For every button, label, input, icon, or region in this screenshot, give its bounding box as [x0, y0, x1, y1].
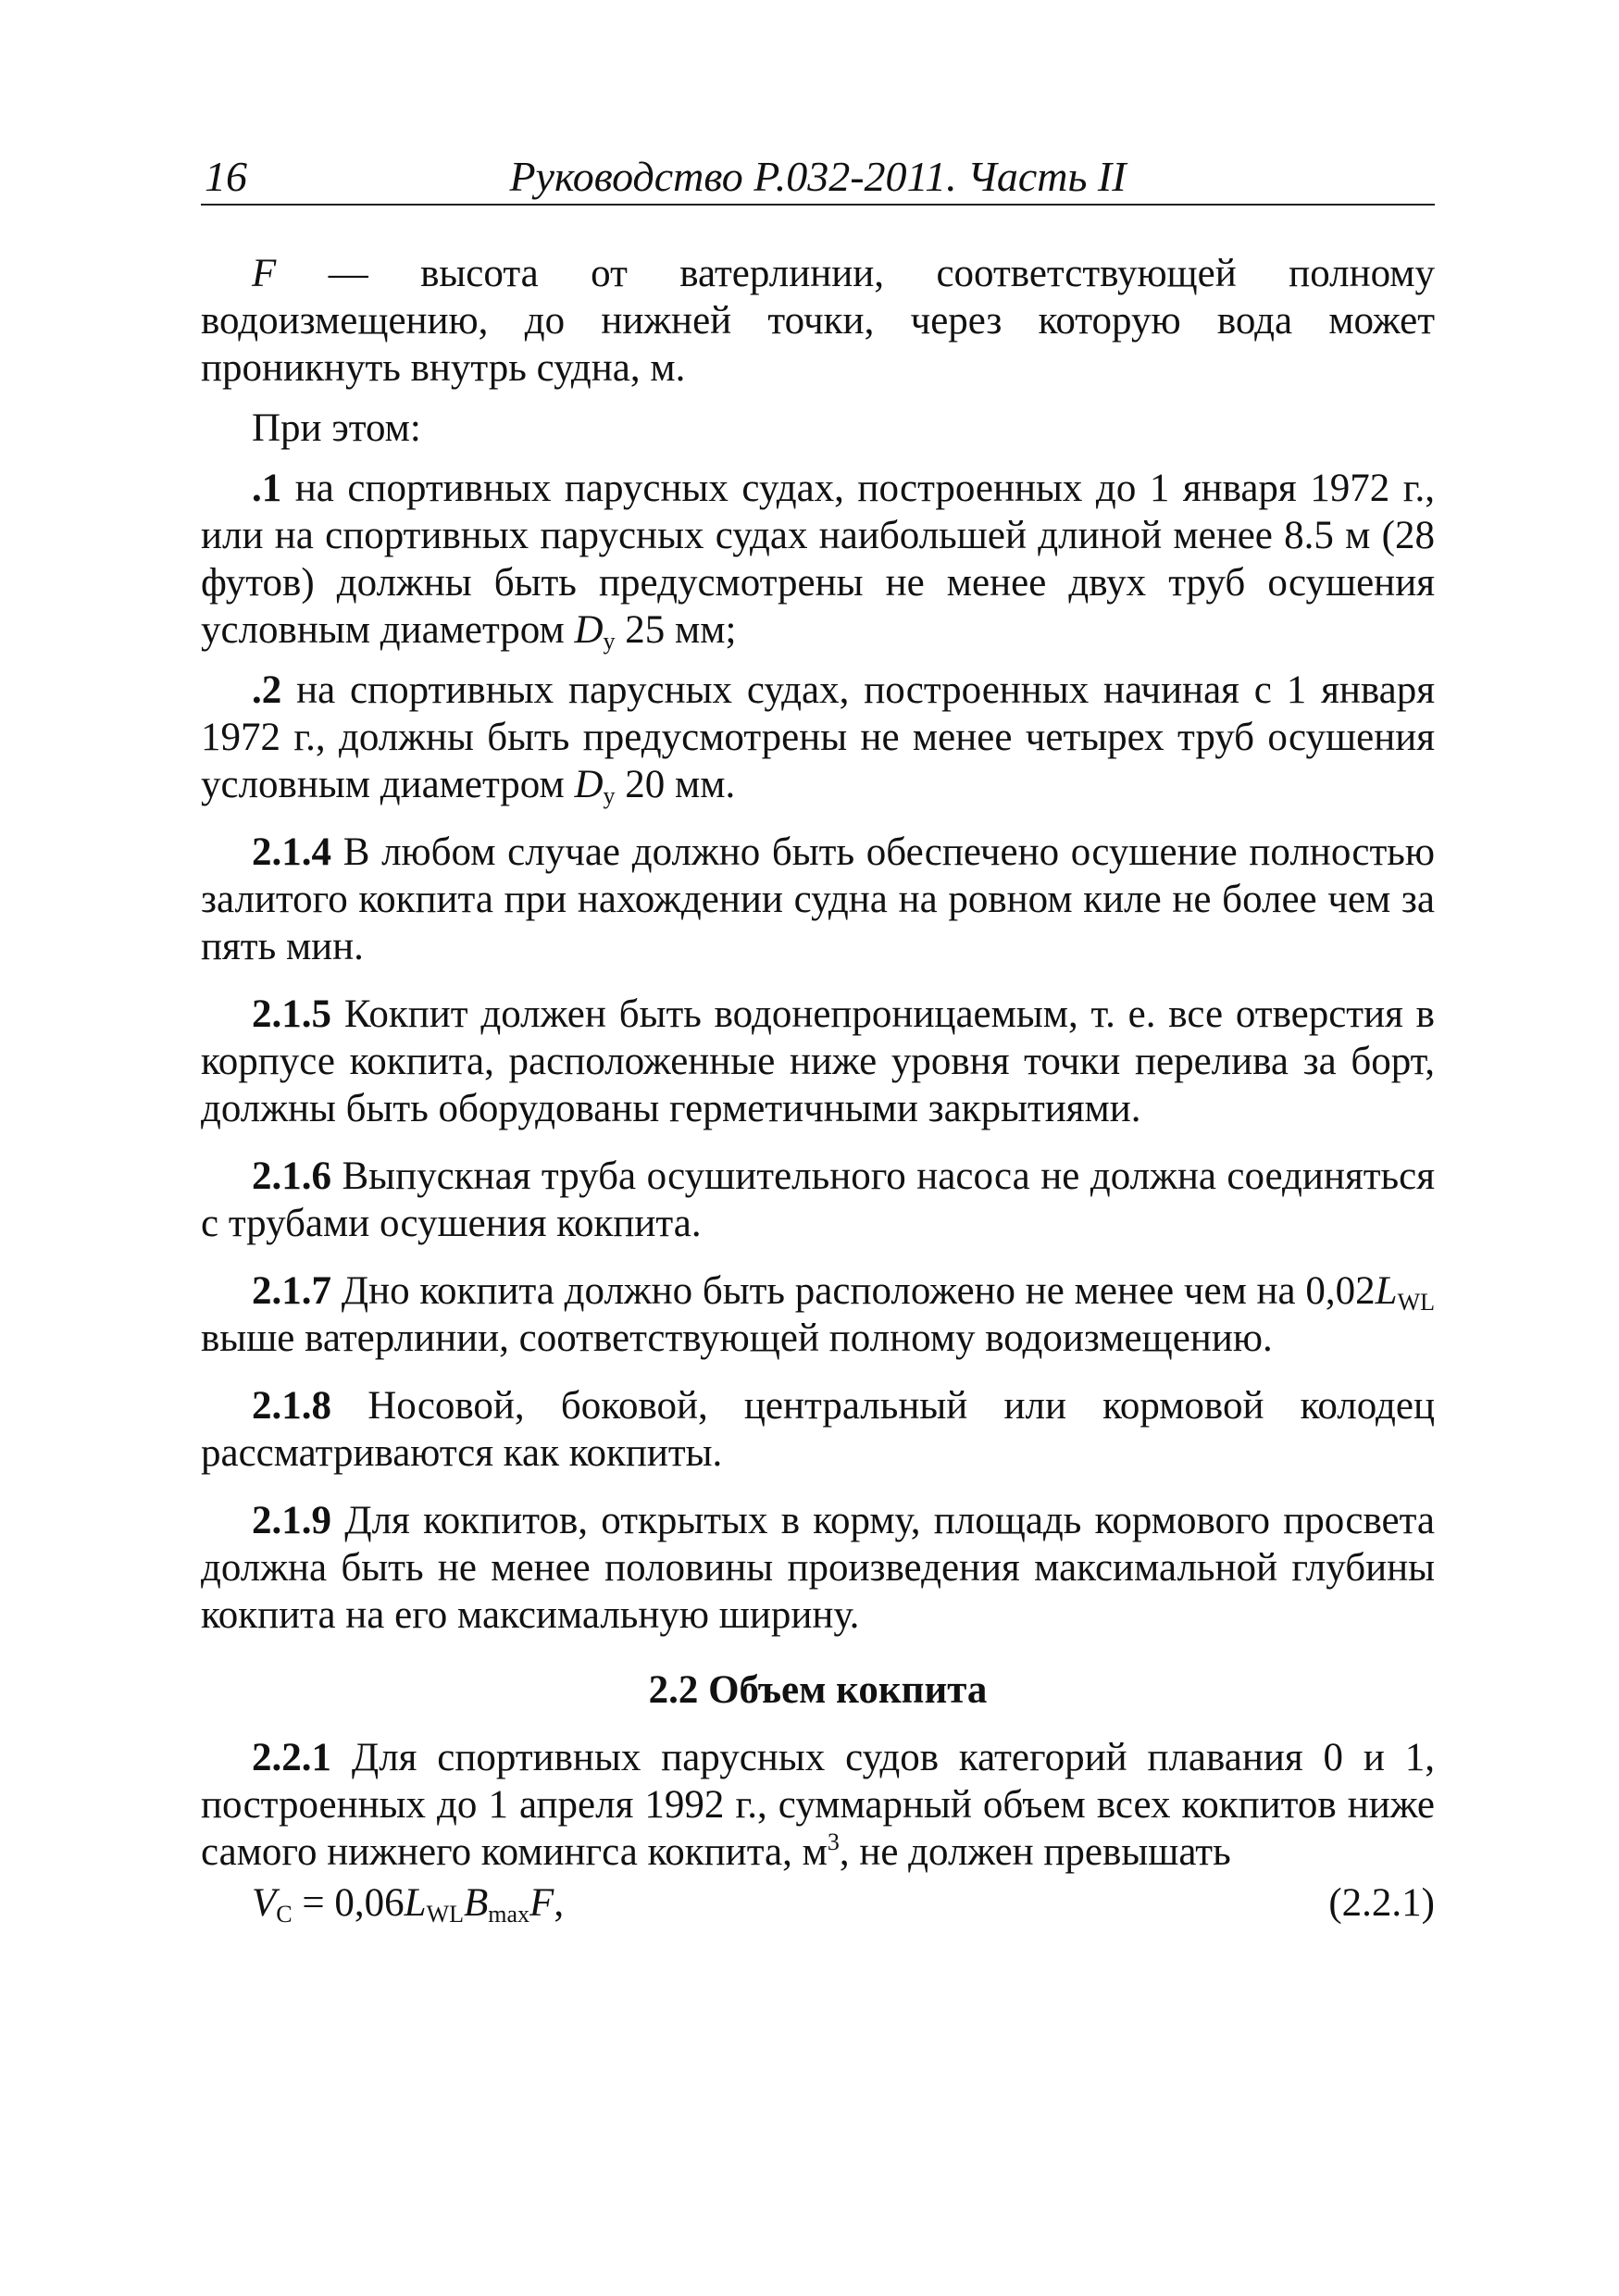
item-text: на спортивных парусных судах, построенных до 1 января 1972 г., или на спортивных парусных судах наибольшей длиной менее 8.5 м (28 футов) должны быть предусмотрены не менее двух труб осушения условным диаметром [201, 467, 1435, 652]
section-2-1-8 [201, 1382, 1435, 1477]
section-tail: , не должен превышать [839, 1830, 1231, 1874]
section-number: 2.1.9 [252, 1499, 331, 1542]
section-2-1-7 [201, 1267, 1435, 1362]
symbol-f: F [529, 1881, 554, 1925]
subscript-max: max [488, 1901, 530, 1928]
formula-expression [252, 1879, 564, 1927]
symbol-b: B [463, 1881, 489, 1925]
section-2-1-5 [201, 991, 1435, 1132]
section-text: Выпускная труба осушительного насоса не должна соединяться с трубами осушения кокпита. [201, 1154, 1435, 1245]
section-number: 2.1.4 [252, 830, 331, 874]
section-2-1-9 [201, 1497, 1435, 1639]
page-body [201, 250, 1435, 1931]
subscript-wl: WL [1397, 1289, 1435, 1316]
subscript-c: C [276, 1901, 293, 1928]
section-number: 2.1.7 [252, 1269, 331, 1313]
paragraph-text: — высота от ватерлинии, соответствующей полному водоизмещению, до нижней точки, через которую вода может проникнуть внутрь судна, м. [201, 252, 1435, 390]
subscript-y: у [603, 628, 616, 655]
section-text: выше ватерлинии, соответствующей полному водоизмещению. [201, 1316, 1273, 1360]
symbol-d: D [574, 763, 604, 806]
page-number: 16 [205, 153, 247, 200]
section-2-2-1 [201, 1734, 1435, 1876]
formula-eq: = 0,06 [292, 1881, 405, 1925]
section-pre: Дно кокпита должно быть расположено не менее чем на 0,02 [331, 1269, 1376, 1313]
section-number: 2.1.8 [252, 1384, 331, 1428]
section-text: Для спортивных парусных судов категорий плавания 0 и 1, построенных до 1 апреля 1992 г., суммарный объем всех кокпитов ниже самого нижнего комингса кокпита, м [201, 1736, 1435, 1874]
section-number: 2.1.5 [252, 992, 331, 1036]
page-header [201, 148, 1435, 206]
formula-2-2-1 [201, 1879, 1435, 1931]
heading-2-2: 2.2 Объем кокпита [648, 1668, 988, 1712]
list-item-1 [201, 465, 1435, 654]
section-number: 2.2.1 [252, 1736, 331, 1779]
symbol-l: L [404, 1881, 427, 1925]
paragraph-f-definition [201, 250, 1435, 392]
section-text: Носовой, боковой, центральный или кормовой колодец рассматриваются как кокпиты. [201, 1384, 1435, 1475]
symbol-v: V [252, 1881, 277, 1925]
running-title: Руководство Р.032-2011. Часть II [509, 153, 1127, 200]
section-number: 2.1.6 [252, 1154, 331, 1198]
section-text: В любом случае должно быть обеспечено осушение полностью залитого кокпита при нахождении судна на ровном киле не более чем за пять мин. [201, 830, 1435, 968]
item-tail: 20 мм. [615, 763, 736, 806]
symbol-l: L [1375, 1269, 1398, 1313]
symbol-f: F [252, 252, 277, 295]
item-number: .2 [252, 668, 282, 712]
formula-comma: , [554, 1881, 565, 1925]
item-text: на спортивных парусных судах, построенных начиная с 1 января 1972 г., должны быть предусмотрены не менее четырех труб осушения условным диаметром [201, 668, 1435, 806]
superscript-3: 3 [827, 1828, 840, 1855]
item-tail: 25 мм; [615, 608, 737, 652]
section-text: Для кокпитов, открытых в корму, площадь кормового просвета должна быть не менее половины произведения максимальной глубины кокпита на его максимальную ширину. [201, 1499, 1435, 1637]
section-2-1-4 [201, 829, 1435, 970]
subscript-y: у [603, 782, 616, 809]
item-number: .1 [252, 467, 282, 510]
subscript-wl: WL [426, 1901, 464, 1928]
symbol-d: D [574, 608, 604, 652]
section-text: Кокпит должен быть водонепроницаемым, т. е. все отверстия в корпусе кокпита, расположенные ниже уровня точки перелива за борт, должны быть оборудованы герметичными закрытиями. [201, 992, 1435, 1130]
section-2-1-6 [201, 1153, 1435, 1247]
paragraph-when: При этом: [252, 406, 421, 450]
formula-number: (2.2.1) [1328, 1881, 1435, 1925]
list-item-2 [201, 667, 1435, 808]
